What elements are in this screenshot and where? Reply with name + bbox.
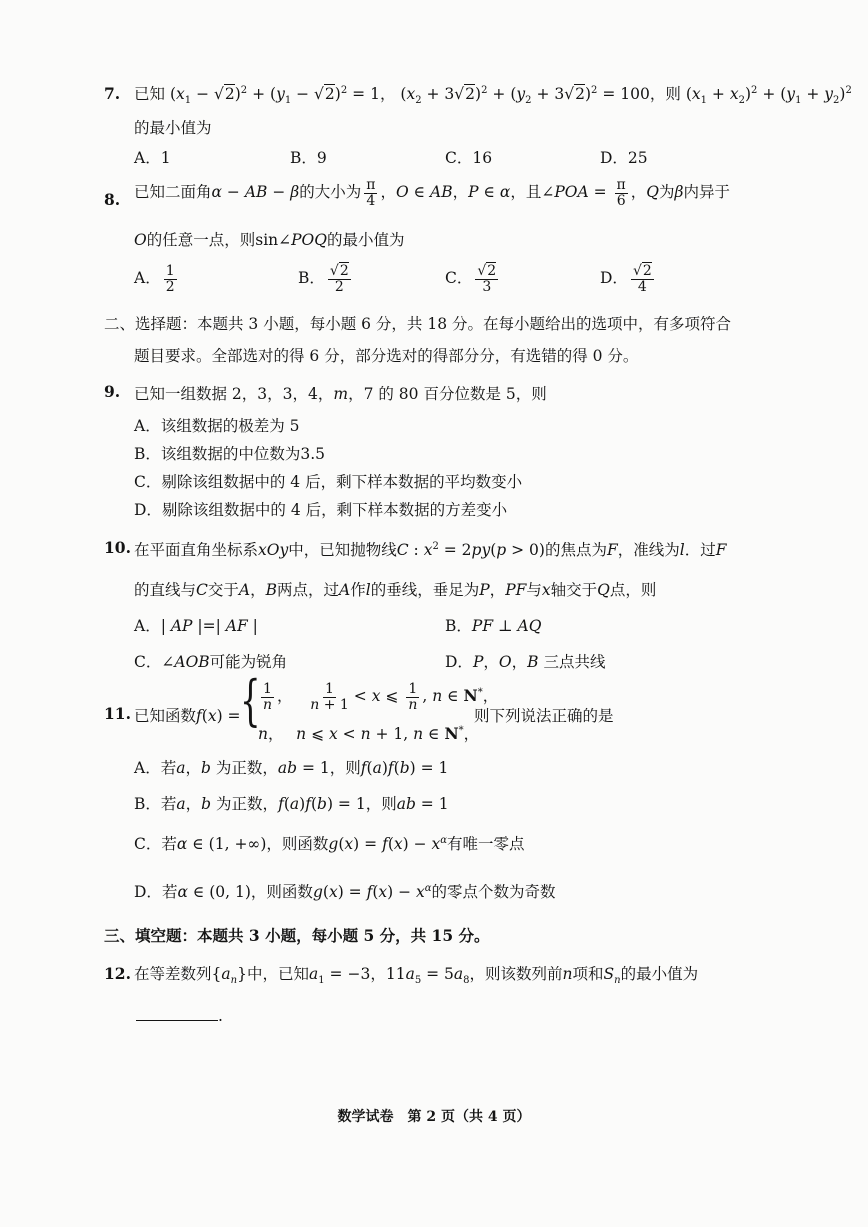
question-10-stem-cont: 的直线与C交于A，B两点，过A作l的垂线，垂足为P，PF与x轴交于Q点，则 [134, 581, 657, 599]
section-heading-cont: 题目要求。全部选对的得 6 分，部分选对的得部分分，有选错的得 0 分。 [134, 347, 639, 365]
option-b: B．9 [290, 149, 327, 167]
option-a: A．1 [134, 149, 171, 167]
piecewise-case-2: n， n ⩽ x < n + 1, n ∈ N*， [258, 724, 480, 743]
math-expression: α − AB − β [211, 183, 300, 202]
option-a: A．若a，b 为正数，ab = 1，则f(a)f(b) = 1 [134, 759, 449, 777]
option-d: D． $\frac{√2}{4}$ [600, 263, 652, 295]
fraction: $\frac{\pi}{4}$ [366, 177, 376, 209]
piecewise-case-1: $\frac{1}{n}$ ， $\frac{1}{n + 1}$ < x ⩽ $\frac{1}{n}$ , n ∈ N*， [263, 681, 499, 713]
page-footer: 数学试卷 第 2 页（共 4 页） [337, 1109, 531, 1125]
question-8-stem-cont: O的任意一点，则sin∠POQ的最小值为 [134, 231, 405, 249]
option-d: D．25 [600, 149, 648, 167]
option-d: D．P，O，B 三点共线 [445, 653, 606, 671]
option-d: D．剔除该组数据中的 4 后，剩下样本数据的方差变小 [134, 501, 508, 519]
option-a: A．该组数据的极差为 5 [134, 417, 300, 435]
option-b: B．该组数据的中位数为3.5 [134, 445, 326, 463]
question-10-stem: 在平面直角坐标系xOy中，已知抛物线C : $x^2 = 2py(p > 0)$的焦点为F，准线为l．过F [134, 540, 727, 559]
question-7-stem-cont: 的最小值为 [134, 119, 212, 137]
option-a: A．| AP |=| AF | [134, 617, 258, 635]
question-11-stem-cont: 则下列说法正确的是 [474, 707, 614, 725]
math-expression: O [395, 183, 409, 202]
section-heading: 二、选择题：本题共 3 小题，每小题 6 分，共 18 分。在每小题给出的选项中，有多项符合 [104, 315, 732, 333]
answer-blank: . [136, 1006, 223, 1025]
question-number: 10. [104, 538, 131, 557]
option-b: B．PF ⊥ AQ [445, 617, 542, 635]
option-c: C．∠AOB可能为锐角 [134, 653, 288, 671]
question-number: 7. [104, 84, 121, 103]
question-8-stem: 已知二面角α − AB − β的大小为 $\frac{\pi}{4}$ ，O ∈ AB，P ∈ α，且∠POA = $\frac{\pi}{6}$ ，Q为β内异于 [134, 177, 730, 209]
question-number: 8. [104, 190, 121, 209]
question-12-stem: 在等差数列$\{a_n\}$中，已知$a_1 = -3$，$11a_5 = 5a_8$，则该数列前n项和$S_n$的最小值为 [134, 965, 699, 987]
question-number: 12. [104, 964, 131, 983]
option-c: C．16 [445, 149, 493, 167]
section-heading: 三、填空题：本题共 3 小题，每小题 5 分，共 15 分。 [104, 926, 490, 945]
option-a: A． $\frac{1}{2}$ [134, 263, 175, 295]
piecewise-brace: { [240, 669, 261, 732]
option-b: B．若a，b 为正数，f(a)f(b) = 1，则ab = 1 [134, 795, 449, 813]
option-c: C．若α ∈ (1, +∞)，则函数$g(x) = f(x) - x^\alpha$有唯一零点 [134, 834, 525, 853]
question-7-stem: 已知 $(x_1 - √2)^2 + (y_1 - √2)^2 = 1$， $(x_2 + 3√2)^2 + (y_2 + 3√2)^2 = 100$，则 $(x_1 + x_2)^2 + (y_1 + y_2)^2$ [134, 84, 852, 107]
question-11-stem: 已知函数f(x) = [134, 707, 241, 725]
question-9-stem: 已知一组数据 2，3，3，4，m，7 的 80 百分位数是 5，则 [134, 385, 547, 403]
fraction: $\frac{\pi}{6}$ [616, 177, 626, 209]
math-expression: $(x_1 - √2)^2 + (y_1 - √2)^2 = 1$ [169, 84, 380, 107]
option-d: D．若α ∈ (0, 1)，则函数$g(x) = f(x) - x^\alpha$的零点个数为奇数 [134, 882, 556, 901]
question-number: 9. [104, 382, 121, 401]
math-expression: $(x_2 + 3√2)^2 + (y_2 + 3√2)^2 = 100$ [400, 84, 650, 107]
option-c: C．剔除该组数据中的 4 后，剩下样本数据的平均数变小 [134, 473, 523, 491]
option-c: C． $\frac{√2}{3}$ [445, 263, 497, 295]
question-number: 11. [104, 704, 131, 723]
option-b: B． $\frac{√2}{2}$ [298, 263, 349, 295]
math-expression: $(x_1 + x_2)^2 + (y_1 + y_2)^2$ [685, 84, 852, 107]
